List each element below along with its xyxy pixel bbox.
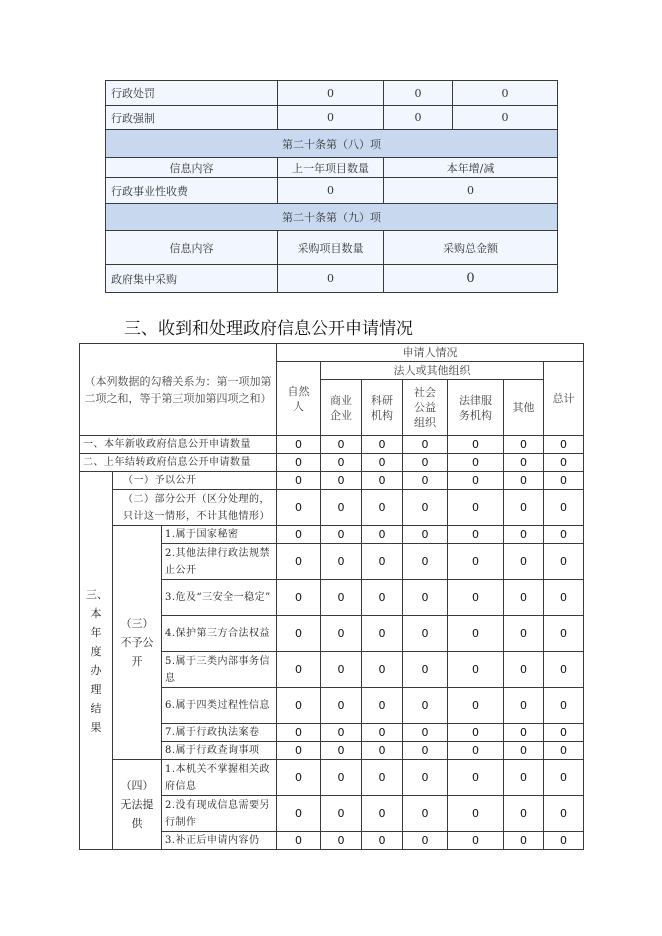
cell-value: 0 (362, 760, 403, 796)
column-header: 采购总金额 (384, 231, 558, 265)
cell-value: 0 (321, 796, 362, 832)
cell-value: 0 (321, 526, 362, 544)
cell-value: 0 (544, 724, 584, 742)
section-band-title: 第二十条第（八）项 (106, 130, 558, 158)
cell-value: 0 (321, 742, 362, 760)
cell-value: 0 (544, 760, 584, 796)
table-row (106, 178, 558, 204)
cell-value: 0 (544, 832, 584, 850)
cell-value: 0 (362, 652, 403, 688)
cell-value: 0 (362, 526, 403, 544)
row-label: 7.属于行政执法案卷 (162, 724, 277, 742)
cell-value: 0 (448, 472, 504, 490)
cell-value: 0 (362, 616, 403, 652)
cell-value: 0 (504, 580, 544, 616)
column-header: 社会公益组织 (403, 380, 448, 436)
row-label: （二）部分公开（区分处理的，只计这一情形，不计其他情形） (113, 490, 277, 526)
cell-value: 0 (278, 81, 384, 106)
column-header: 信息内容 (106, 231, 278, 265)
cell-value: 0 (403, 652, 448, 688)
cell-value: 0 (277, 796, 321, 832)
cell-value: 0 (277, 544, 321, 580)
cell-value: 0 (403, 472, 448, 490)
cell-value: 0 (362, 688, 403, 724)
cell-value: 0 (504, 760, 544, 796)
cell-value: 0 (448, 796, 504, 832)
table-row (80, 490, 584, 526)
column-header: 商业企业 (321, 380, 362, 436)
table-row (80, 760, 584, 796)
row-label: 二、上年结转政府信息公开申请数量 (80, 454, 277, 472)
cell-value: 0 (448, 760, 504, 796)
cell-value: 0 (362, 436, 403, 454)
cell-value: 0 (544, 436, 584, 454)
cell-value: 0 (278, 265, 384, 293)
row-label: 5.属于三类内部事务信息 (162, 652, 277, 688)
section-heading: 三、收到和处理政府信息公开申请情况 (124, 319, 413, 339)
table-header-row (106, 158, 558, 178)
cell-value: 0 (403, 436, 448, 454)
table-row (106, 106, 558, 130)
cell-value: 0 (544, 490, 584, 526)
cell-value: 0 (403, 796, 448, 832)
disclosure-table-continued (105, 80, 558, 293)
cell-value: 0 (448, 490, 504, 526)
cell-value: 0 (321, 490, 362, 526)
row-label: 3.危及“三安全一稳定” (162, 580, 277, 616)
cell-value: 0 (321, 580, 362, 616)
row-label: 6.属于四类过程性信息 (162, 688, 277, 724)
cell-value: 0 (362, 454, 403, 472)
cell-value: 0 (544, 580, 584, 616)
row-label: 2.没有现成信息需要另行制作 (162, 796, 277, 832)
column-header: 科研机构 (362, 380, 403, 436)
cell-value: 0 (403, 742, 448, 760)
cell-value: 0 (277, 832, 321, 850)
cell-value: 0 (277, 688, 321, 724)
row-label: 4.保护第三方合法权益 (162, 616, 277, 652)
subgroup-label-unavailable: （四）无法提供 (113, 760, 162, 850)
cell-value: 0 (321, 832, 362, 850)
cell-value: 0 (544, 688, 584, 724)
cell-value: 0 (544, 544, 584, 580)
cell-value: 0 (321, 688, 362, 724)
cell-value: 0 (277, 490, 321, 526)
cell-value: 0 (403, 490, 448, 526)
row-label: 1.本机关不掌握相关政府信息 (162, 760, 277, 796)
cell-value: 0 (403, 688, 448, 724)
application-handling-table (79, 343, 584, 850)
column-header: 本年增/减 (384, 158, 558, 178)
table-row (80, 454, 584, 472)
row-label: 3.补正后申请内容仍 (162, 832, 277, 850)
column-header: 上一年项目数量 (278, 158, 384, 178)
note-cell: （本列数据的勾稽关系为：第一项加第二项之和，等于第三项加第四项之和） (80, 344, 277, 436)
table-row (80, 472, 584, 490)
cell-value: 0 (504, 742, 544, 760)
cell-value: 0 (362, 580, 403, 616)
cell-value: 0 (448, 454, 504, 472)
cell-value: 0 (321, 616, 362, 652)
table-row (106, 81, 558, 106)
section-band (106, 130, 558, 158)
cell-value: 0 (448, 436, 504, 454)
cell-value: 0 (504, 472, 544, 490)
cell-value: 0 (384, 81, 453, 106)
cell-value: 0 (403, 454, 448, 472)
cell-value: 0 (321, 652, 362, 688)
cell-value: 0 (277, 526, 321, 544)
applicant-header: 申请人情况 (277, 344, 584, 362)
row-label: 行政事业性收费 (106, 178, 278, 204)
cell-value: 0 (277, 760, 321, 796)
cell-value: 0 (321, 454, 362, 472)
cell-value: 0 (453, 106, 558, 130)
cell-value: 0 (277, 436, 321, 454)
cell-value: 0 (384, 106, 453, 130)
cell-value: 0 (321, 544, 362, 580)
cell-value: 0 (544, 472, 584, 490)
cell-value: 0 (504, 688, 544, 724)
row-label: （一）予以公开 (113, 472, 277, 490)
cell-value: 0 (362, 544, 403, 580)
table-header-row (106, 231, 558, 265)
cell-value: 0 (321, 436, 362, 454)
cell-value: 0 (403, 526, 448, 544)
cell-value: 0 (321, 724, 362, 742)
row-label: 一、本年新收政府信息公开申请数量 (80, 436, 277, 454)
cell-value: 0 (544, 616, 584, 652)
cell-value: 0 (403, 544, 448, 580)
cell-value: 0 (504, 490, 544, 526)
section-band (106, 204, 558, 231)
cell-value: 0 (504, 796, 544, 832)
column-header: 其他 (504, 380, 544, 436)
cell-value: 0 (504, 724, 544, 742)
cell-value: 0 (362, 832, 403, 850)
cell-value: 0 (277, 652, 321, 688)
cell-value: 0 (277, 580, 321, 616)
cell-value: 0 (321, 472, 362, 490)
cell-value: 0 (448, 742, 504, 760)
cell-value: 0 (504, 544, 544, 580)
cell-value: 0 (384, 178, 558, 204)
cell-value: 0 (403, 724, 448, 742)
cell-value: 0 (504, 652, 544, 688)
cell-value: 0 (403, 760, 448, 796)
natural-person-header: 自然人 (277, 362, 321, 436)
cell-value: 0 (278, 178, 384, 204)
row-label: 8.属于行政查询事项 (162, 742, 277, 760)
cell-value: 0 (403, 832, 448, 850)
cell-value: 0 (448, 580, 504, 616)
section-band-title: 第二十条第（九）项 (106, 204, 558, 231)
cell-value: 0 (321, 760, 362, 796)
row-label: 1.属于国家秘密 (162, 526, 277, 544)
cell-value: 0 (544, 526, 584, 544)
cell-value: 0 (362, 724, 403, 742)
row-label: 政府集中采购 (106, 265, 278, 293)
column-header: 采购项目数量 (278, 231, 384, 265)
cell-value: 0 (384, 265, 558, 293)
cell-value: 0 (448, 616, 504, 652)
cell-value: 0 (544, 742, 584, 760)
cell-value: 0 (448, 544, 504, 580)
cell-value: 0 (448, 832, 504, 850)
cell-value: 0 (362, 490, 403, 526)
cell-value: 0 (403, 616, 448, 652)
cell-value: 0 (448, 652, 504, 688)
table-row (80, 436, 584, 454)
cell-value: 0 (504, 454, 544, 472)
cell-value: 0 (504, 832, 544, 850)
cell-value: 0 (504, 526, 544, 544)
column-header: 信息内容 (106, 158, 278, 178)
cell-value: 0 (544, 796, 584, 832)
column-header: 法律服务机构 (448, 380, 504, 436)
cell-value: 0 (277, 616, 321, 652)
total-header: 总计 (544, 362, 584, 436)
cell-value: 0 (277, 472, 321, 490)
group-label-results: 三、本年度办理结果 (80, 472, 113, 850)
row-label: 行政强制 (106, 106, 278, 130)
cell-value: 0 (403, 580, 448, 616)
table-header-row (80, 344, 584, 362)
cell-value: 0 (544, 454, 584, 472)
table-row (80, 526, 584, 544)
cell-value: 0 (448, 688, 504, 724)
legal-entity-header: 法人或其他组织 (321, 362, 544, 380)
table-row (106, 265, 558, 293)
cell-value: 0 (504, 436, 544, 454)
cell-value: 0 (277, 742, 321, 760)
cell-value: 0 (362, 472, 403, 490)
cell-value: 0 (448, 724, 504, 742)
cell-value: 0 (277, 454, 321, 472)
row-label: 行政处罚 (106, 81, 278, 106)
row-label: 2.其他法律行政法规禁止公开 (162, 544, 277, 580)
cell-value: 0 (362, 742, 403, 760)
cell-value: 0 (504, 616, 544, 652)
cell-value: 0 (277, 724, 321, 742)
cell-value: 0 (453, 81, 558, 106)
cell-value: 0 (362, 796, 403, 832)
cell-value: 0 (278, 106, 384, 130)
cell-value: 0 (448, 526, 504, 544)
cell-value: 0 (544, 652, 584, 688)
subgroup-label-withheld: （三）不予公开 (113, 526, 162, 760)
